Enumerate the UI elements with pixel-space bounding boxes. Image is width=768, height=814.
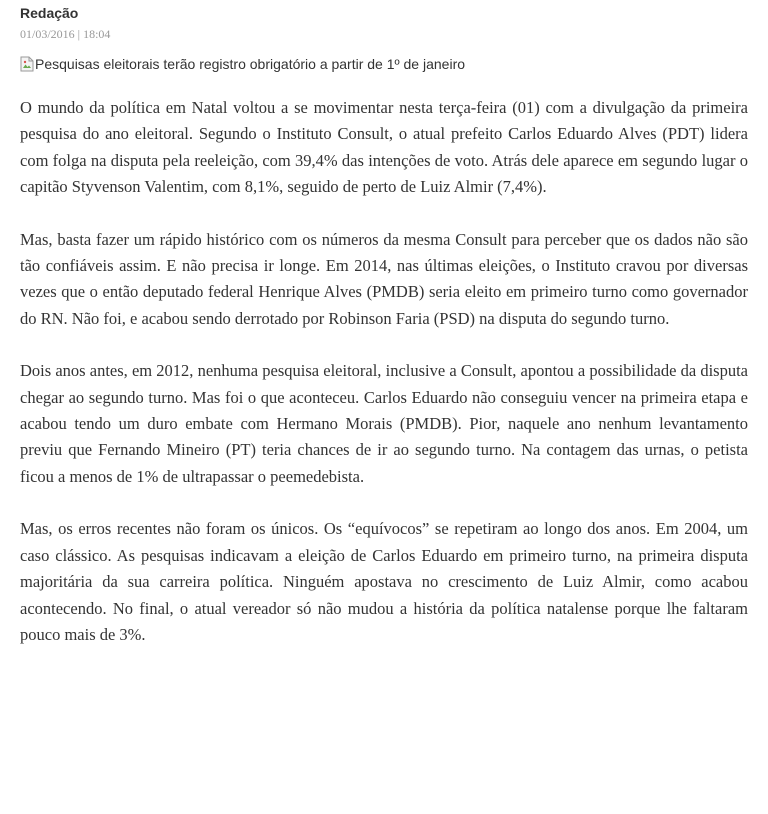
article-paragraph: O mundo da política em Natal voltou a se movimentar nesta terça-feira (01) com a divulgação da primeira pesquisa do ano eleitoral. Segundo o Instituto Consult, o atual prefeito Carlos Eduardo Alves (PDT) lidera com folga na disputa pela reeleição, com 39,4% das intenções de voto. Atrás dele aparece em segundo lugar o capitão Styvenson Valentim, com 8,1%, seguido de perto de Luiz Almir (7,4%). bbox=[20, 98, 748, 197]
article-paragraph: Mas, os erros recentes não foram os únicos. Os “equívocos” se repetiram ao longo dos anos. Em 2004, um caso clássico. As pesquisas indicavam a eleição de Carlos Eduardo em primeiro turno, na primeira disputa majoritária da sua carreira política. Ninguém apostava no crescimento de Luiz Almir, como acabou acontecendo. No final, o atual vereador só não mudou a história da política natalense porque lhe faltaram pouco mais de 3%. bbox=[20, 519, 748, 644]
article-paragraph: Dois anos antes, em 2012, nenhuma pesquisa eleitoral, inclusive a Consult, apontou a possibilidade da disputa chegar ao segundo turno. Mas foi o que aconteceu. Carlos Eduardo não conseguiu vencer na primeira etapa e acabou tendo um duro embate com Hermano Morais (PMDB). Pior, naquele ano nenhum levantamento previu que Fernando Mineiro (PT) teria chances de ir ao segundo turno. Na contagem das urnas, o petista ficou a menos de 1% de ultrapassar o peemedebista. bbox=[20, 361, 748, 486]
article-image bbox=[20, 56, 465, 72]
article-paragraph: Mas, basta fazer um rápido histórico com os números da mesma Consult para perceber que os dados não são tão confiáveis assim. E não precisa ir longe. Em 2014, nas últimas eleições, o Instituto cravou por diversas vezes que o então deputado federal Henrique Alves (PMDB) seria eleito em primeiro turno como governador do RN. Não foi, e acabou sendo derrotado por Robinson Faria (PSD) na disputa do segundo turno. bbox=[20, 229, 748, 328]
broken-image-icon bbox=[20, 56, 34, 72]
publish-date: 01/03/2016 | 18:04 bbox=[20, 27, 111, 41]
article-body bbox=[20, 95, 748, 674]
author-name: Redação bbox=[20, 5, 79, 21]
image-alt-text: Pesquisas eleitorais terão registro obrigatório a partir de 1º de janeiro bbox=[35, 56, 466, 72]
